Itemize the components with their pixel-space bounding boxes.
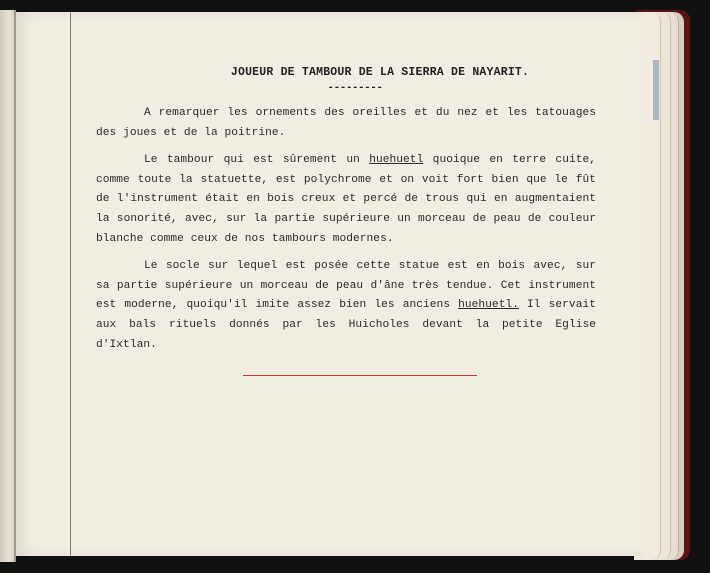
body-paragraph (96, 104, 596, 143)
document-body (96, 104, 596, 363)
paragraph-text: Le socle sur lequel est posée cette statue est en bois avec, sur sa partie supérieure un morceau de peau d'âne très tendue. Cet instrument est moderne, quoiqu'il imite assez bien les anciens (96, 260, 596, 312)
document-title: JOUEUR DE TAMBOUR DE LA SIERRA DE NAYARIT. (230, 66, 530, 79)
body-paragraph (96, 257, 596, 355)
paragraph-text: A remarquer les ornements des oreilles et du nez et les tatouages des joues et de la poitrine. (96, 107, 596, 139)
paragraph-text: quoique en terre cuite, comme toute la statuette, est polychrome et on voit fort bien que le fût de l'instrument était en bois creux et percé de trous qui en augmentaient la sonorité, avec, sur la partie supérieure un morceau de peau de couleur blanche comme ceux de nos tambours modernes. (96, 154, 597, 245)
paragraph-text: Il servait aux bals rituels donnés par les Huicholes devant la petite Eglise d'Ixtlan. (96, 299, 596, 351)
title-dash-underline: --------- (327, 82, 383, 94)
underlined-term: huehuetl. (458, 299, 519, 312)
paragraph-text: Le tambour qui est sûrement un (144, 154, 370, 167)
underlined-term: huehuetl (369, 154, 424, 167)
red-separator-line (243, 375, 477, 376)
body-paragraph (96, 151, 596, 249)
